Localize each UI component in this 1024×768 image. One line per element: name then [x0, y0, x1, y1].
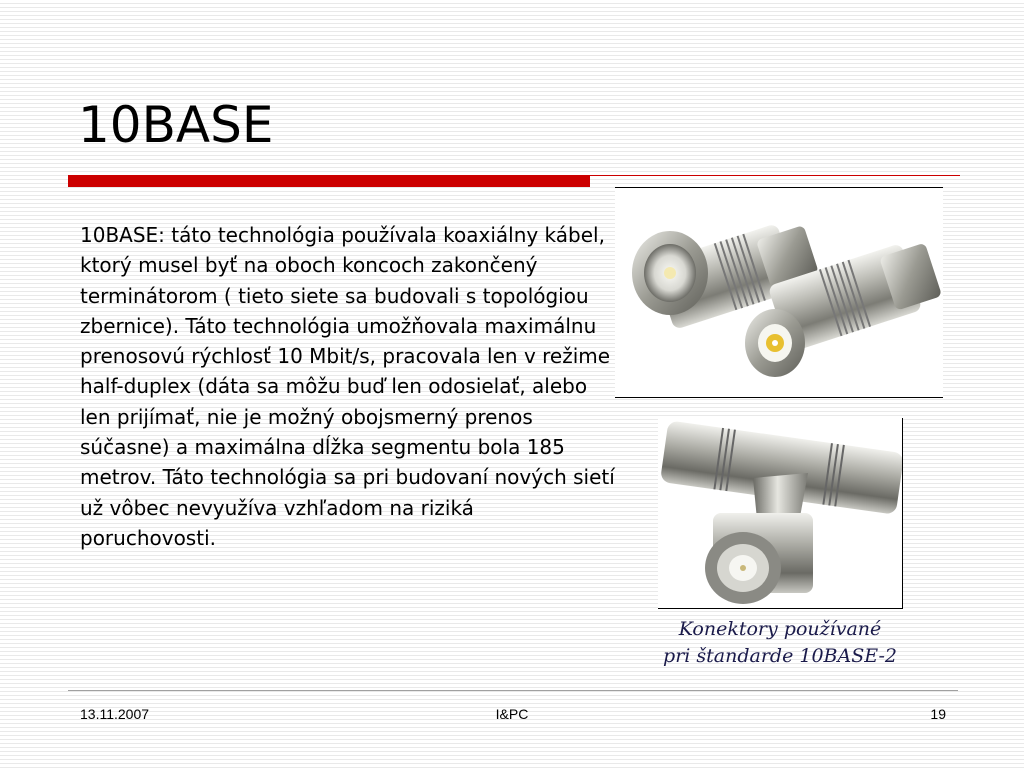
body-text: 10BASE: táto technológia používala koaxiálny kábel, ktorý musel byť na oboch koncoch zakončený terminátorom ( tieto siete sa budovali s topológiou zbernice). Táto technológia umožňovala maximálnu prenosovú rýchlosť 10 Mbit/s, pracovala len v režime half-duplex (dáta sa môžu buď len odosielať, alebo len prijímať, nie je možný obojsmerný prenos súčasne) a maximálna dĺžka segmentu bola 185 metrov. Táto technológia sa pri budovaní nových sietí už vôbec nevyužíva vzhľadom na riziká poruchovosti. [80, 223, 615, 550]
footer-date: 13.11.2007 [80, 706, 150, 722]
caption-line-1: Konektory používané [678, 618, 882, 640]
footer-page-number: 19 [930, 706, 946, 722]
bnc-t-connector-image [658, 418, 902, 608]
title-accent-line [590, 175, 960, 176]
title-accent-bar [68, 175, 590, 187]
image-caption [640, 616, 920, 670]
caption-line-2: pri štandarde 10BASE-2 [663, 645, 897, 667]
bnc-adapters-photo [615, 187, 943, 398]
footer-divider [68, 690, 958, 691]
slide-title: 10BASE [78, 96, 274, 154]
footer-center-text: I&PC [495, 706, 529, 722]
bnc-adapters-image [615, 188, 943, 397]
bnc-t-connector-photo [658, 418, 903, 609]
